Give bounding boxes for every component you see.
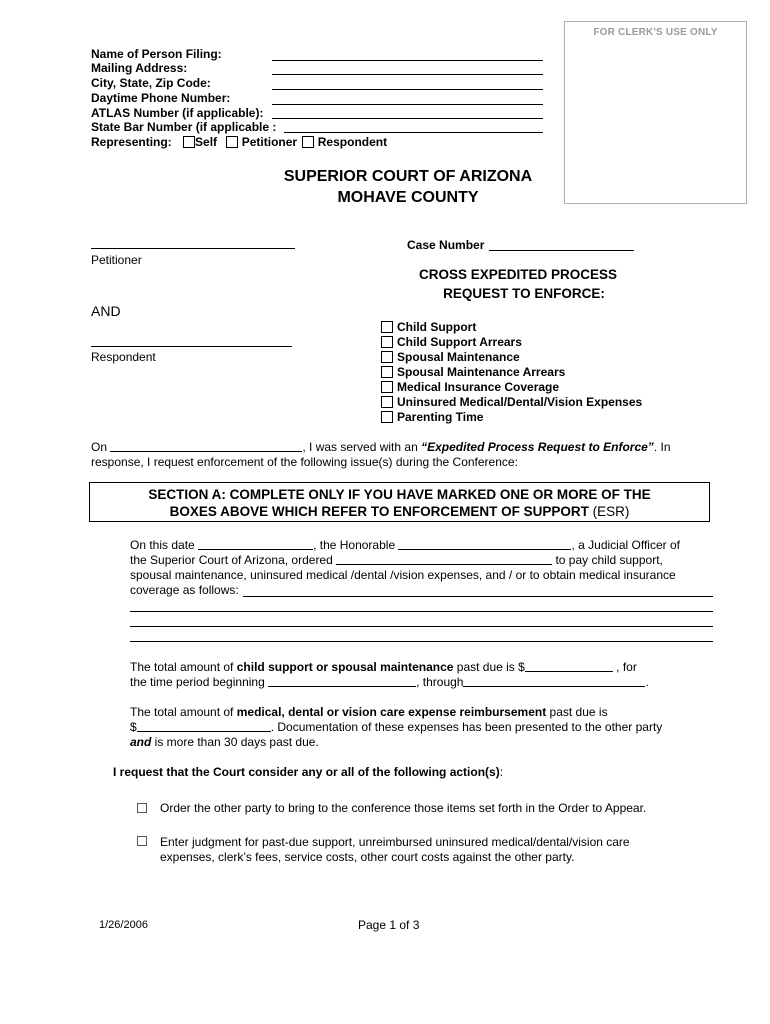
order-ordered: the Superior Court of Arizona, ordered xyxy=(130,553,333,567)
atlas-label: ATLAS Number (if applicable): xyxy=(91,106,264,120)
court-name: SUPERIOR COURT OF ARIZONA xyxy=(283,168,533,185)
issue-spousal-maintenance-arrears[interactable] xyxy=(381,365,565,379)
order-line-1 xyxy=(130,538,680,552)
representing-row xyxy=(91,135,387,149)
order-honorable: , the Honorable xyxy=(313,538,396,552)
petitioner-option-label: Petitioner xyxy=(241,135,298,149)
period-begin-field[interactable] xyxy=(268,675,416,687)
order-pay-child-support: to pay child support, xyxy=(555,553,663,567)
issue-checkbox[interactable] xyxy=(381,366,393,378)
pdm-d: $ xyxy=(130,720,137,734)
pds-d: , for xyxy=(612,660,637,674)
served-mid: , I was served with an xyxy=(302,440,422,454)
request-heading-text: I request that the Court consider any or all of the following action(s) xyxy=(113,765,500,779)
coverage-field-1[interactable] xyxy=(243,596,713,597)
state-bar-field[interactable] xyxy=(284,132,543,133)
past-due-medical-line-2 xyxy=(130,720,662,734)
issue-label: Uninsured Medical/Dental/Vision Expenses xyxy=(397,395,643,409)
pds-c: past due is $ xyxy=(453,660,525,674)
served-on: On xyxy=(91,440,108,454)
order-line-3: spousal maintenance, uninsured medical /dental /vision expenses, and / or to obtain medical insurance xyxy=(130,568,676,582)
past-due-medical-line-1 xyxy=(130,705,608,719)
issue-child-support[interactable] xyxy=(381,320,476,334)
served-line-2: response, I request enforcement of the following issue(s) during the Conference: xyxy=(91,455,518,469)
issue-label: Medical Insurance Coverage xyxy=(397,380,560,394)
petitioner-name-field[interactable] xyxy=(91,248,295,249)
issue-uninsured-expenses[interactable] xyxy=(381,395,642,409)
pds-b: child support or spousal maintenance xyxy=(236,660,454,674)
section-a-box xyxy=(89,482,710,522)
past-due-support-line-1 xyxy=(130,660,637,674)
past-due-support-line-2 xyxy=(130,675,649,689)
served-end: . In xyxy=(653,440,671,454)
mailing-address-field[interactable] xyxy=(272,74,543,75)
issue-parenting-time[interactable] xyxy=(381,410,483,424)
issue-label: Child Support xyxy=(397,320,477,334)
request-heading-colon: : xyxy=(499,765,504,779)
phone-field[interactable] xyxy=(272,104,543,105)
city-state-zip-label: City, State, Zip Code: xyxy=(91,76,211,90)
phone-label: Daytime Phone Number: xyxy=(91,91,231,105)
pdm-g: is more than 30 days past due. xyxy=(151,735,319,749)
issue-label: Spousal Maintenance Arrears xyxy=(397,365,566,379)
footer-date: 1/26/2006 xyxy=(99,919,148,931)
name-field[interactable] xyxy=(272,60,543,61)
respondent-name-field[interactable] xyxy=(91,346,292,347)
pdm-a: The total amount of xyxy=(130,705,237,719)
order-line-2 xyxy=(130,553,663,567)
petitioner-checkbox[interactable] xyxy=(226,136,238,148)
issue-label: Spousal Maintenance xyxy=(397,350,520,364)
ordered-party-field[interactable] xyxy=(336,553,552,565)
case-number-field[interactable] xyxy=(489,250,634,251)
coverage-field-3[interactable] xyxy=(130,626,713,627)
order-date-field[interactable] xyxy=(198,538,313,550)
order-on-this-date: On this date xyxy=(130,538,195,552)
issue-checkbox[interactable] xyxy=(381,396,393,408)
state-bar-label: State Bar Number (if applicable : xyxy=(91,120,277,134)
pdm-b: medical, dental or vision care expense reimbursement xyxy=(236,705,547,719)
issue-label: Parenting Time xyxy=(397,410,484,424)
request-title-line1: CROSS EXPEDITED PROCESS xyxy=(418,267,618,282)
pdm-f: and xyxy=(130,735,152,749)
action-1-checkbox[interactable] xyxy=(137,802,147,816)
clerk-use-box xyxy=(564,21,747,204)
self-label: Self xyxy=(195,135,218,149)
past-due-medical-line-3 xyxy=(130,735,319,749)
issue-medical-insurance[interactable] xyxy=(381,380,559,394)
issue-checkbox[interactable] xyxy=(381,351,393,363)
order-judicial-officer: , a Judicial Officer of xyxy=(571,538,680,552)
issue-checkbox[interactable] xyxy=(381,336,393,348)
section-a-line1: SECTION A: COMPLETE ONLY IF YOU HAVE MARKED ONE OR MORE OF THE xyxy=(148,487,651,502)
representing-label: Representing: xyxy=(91,135,172,149)
pds-a: The total amount of xyxy=(130,660,237,674)
footer-page: Page 1 of 3 xyxy=(358,918,420,932)
pds-g: . xyxy=(645,675,649,689)
pds-f: , through xyxy=(416,675,464,689)
medical-amount-field[interactable] xyxy=(137,720,271,732)
action-2-line-2: expenses, clerk’s fees, service costs, other court costs against the other party. xyxy=(160,850,575,864)
pdm-e: . Documentation of these expenses has been presented to the other party xyxy=(270,720,663,734)
name-label: Name of Person Filing: xyxy=(91,47,222,61)
section-a-line2-wrap xyxy=(90,503,709,520)
section-a-line2: BOXES ABOVE WHICH REFER TO ENFORCEMENT OF SUPPORT xyxy=(169,504,589,519)
clerk-use-label: FOR CLERK'S USE ONLY xyxy=(593,27,718,38)
case-number-label: Case Number xyxy=(407,238,485,252)
issue-checkbox[interactable] xyxy=(381,411,393,423)
pds-e: the time period beginning xyxy=(130,675,265,689)
and-label: AND xyxy=(91,303,121,319)
coverage-field-2[interactable] xyxy=(130,611,713,612)
served-line-1 xyxy=(91,440,671,454)
issue-checkbox[interactable] xyxy=(381,321,393,333)
mailing-address-label: Mailing Address: xyxy=(91,61,188,75)
petitioner-label: Petitioner xyxy=(91,253,142,267)
action-2-checkbox[interactable] xyxy=(137,835,147,849)
request-title-line2: REQUEST TO ENFORCE: xyxy=(443,286,605,301)
respondent-checkbox[interactable] xyxy=(302,136,314,148)
coverage-field-4[interactable] xyxy=(130,641,713,642)
pdm-c: past due is xyxy=(546,705,608,719)
respondent-option-label: Respondent xyxy=(317,135,388,149)
action-2-line-1: Enter judgment for past-due support, unreimbursed uninsured medical/dental/vision care xyxy=(160,835,630,849)
support-amount-field[interactable] xyxy=(525,660,613,672)
issue-spousal-maintenance[interactable] xyxy=(381,350,520,364)
action-1-text: Order the other party to bring to the conference those items set forth in the Order to Appear. xyxy=(160,801,647,815)
request-heading xyxy=(113,765,503,779)
atlas-field[interactable] xyxy=(272,118,543,119)
issue-label: Child Support Arrears xyxy=(397,335,522,349)
issue-child-support-arrears[interactable] xyxy=(381,335,522,349)
county-name: MOHAVE COUNTY xyxy=(337,189,479,206)
served-date-field[interactable] xyxy=(110,440,302,452)
section-a-esr: (ESR) xyxy=(592,504,630,519)
issue-checkbox[interactable] xyxy=(381,381,393,393)
self-checkbox[interactable] xyxy=(183,136,195,148)
served-quote: “Expedited Process Request to Enforce” xyxy=(421,440,654,454)
city-state-zip-field[interactable] xyxy=(272,89,543,90)
period-through-field[interactable] xyxy=(463,675,645,687)
judge-name-field[interactable] xyxy=(398,538,571,550)
respondent-label: Respondent xyxy=(91,350,156,364)
order-line-4: coverage as follows: xyxy=(130,583,239,597)
